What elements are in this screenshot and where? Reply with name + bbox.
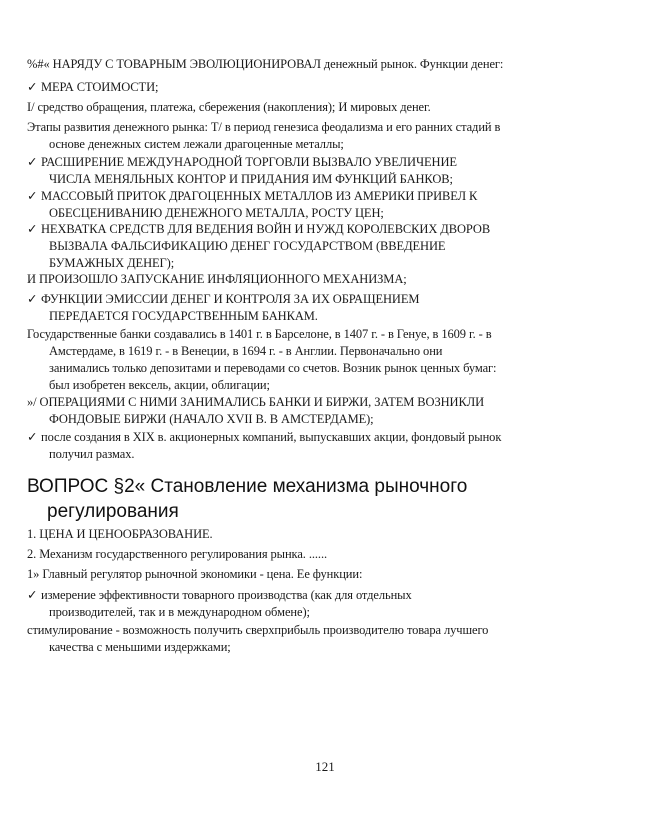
paragraph-line: МЕРА СТОИМОСТИ; xyxy=(41,80,159,94)
paragraph xyxy=(27,429,587,463)
heading-line-1: ВОПРОС §2« Становление механизма рыночного xyxy=(27,476,468,497)
paragraph xyxy=(27,221,587,272)
paragraph xyxy=(27,271,587,288)
paragraph-line: производителей, так и в международном обмене); xyxy=(49,605,310,619)
paragraph-line: Амстердаме, в 1619 г. - в Венеции, в 1694 г. - в Англии. Первоначально они xyxy=(49,344,443,358)
paragraph-line: после создания в XIX в. акционерных компаний, выпускавших акции, фондовый рынок xyxy=(41,430,502,444)
checkmark-icon: ✓ xyxy=(27,430,38,444)
paragraph-line: ВЫЗВАЛА ФАЛЬСИФИКАЦИЮ ДЕНЕГ ГОСУДАРСТВОМ (ВВЕДЕНИЕ xyxy=(49,239,446,253)
question-heading xyxy=(27,474,627,524)
paragraph-line: ОБЕСЦЕНИВАНИЮ ДЕНЕЖНОГО МЕТАЛЛА, РОСТУ ЦЕН; xyxy=(49,206,384,220)
paragraph-line: стимулирование - возможность получить сверхприбыль производителю товара лучшего xyxy=(27,623,489,637)
checkmark-icon: ✓ xyxy=(27,80,38,94)
paragraph-line: И ПРОИЗОШЛО ЗАПУСКАНИЕ ИНФЛЯЦИОННОГО МЕХАНИЗМА; xyxy=(27,272,407,286)
checkmark-icon: ✓ xyxy=(27,189,38,203)
paragraph-line: измерение эффективности товарного производства (как для отдельных xyxy=(41,588,412,602)
paragraph-line: ФОНДОВЫЕ БИРЖИ (НАЧАЛО XVII В. В АМСТЕРДАМЕ); xyxy=(49,412,374,426)
paragraph xyxy=(27,56,587,73)
paragraph xyxy=(27,291,587,325)
paragraph-line: получил размах. xyxy=(49,447,135,461)
page-number: 121 xyxy=(315,759,335,774)
paragraph xyxy=(27,394,587,428)
paragraph-line: ПЕРЕДАЕТСЯ ГОСУДАРСТВЕННЫМ БАНКАМ. xyxy=(49,309,318,323)
paragraph xyxy=(27,566,587,583)
heading-line-2: регулирования xyxy=(47,501,179,522)
paragraph-line: был изобретен вексель, акции, облигации; xyxy=(49,378,270,392)
paragraph-line: 2. Механизм государственного регулирования рынка. ...... xyxy=(27,547,327,561)
paragraph-line: %#« НАРЯДУ С ТОВАРНЫМ ЭВОЛЮЦИОНИРОВАЛ денежный рынок. Функции денег: xyxy=(27,57,504,71)
paragraph xyxy=(27,188,587,222)
paragraph-line: »/ ОПЕРАЦИЯМИ С НИМИ ЗАНИМАЛИСЬ БАНКИ И БИРЖИ, ЗАТЕМ ВОЗНИКЛИ xyxy=(27,395,485,409)
paragraph xyxy=(27,622,587,656)
paragraph-line: ФУНКЦИИ ЭМИССИИ ДЕНЕГ И КОНТРОЛЯ ЗА ИХ ОБРАЩЕНИЕМ xyxy=(41,292,420,306)
checkmark-icon: ✓ xyxy=(27,155,38,169)
checkmark-icon: ✓ xyxy=(27,588,38,602)
paragraph xyxy=(27,326,587,394)
paragraph-line: Государственные банки создавались в 1401 г. в Барселоне, в 1407 г. - в Генуе, в 1609 г. - в xyxy=(27,327,492,341)
paragraph-line: НЕХВАТКА СРЕДСТВ ДЛЯ ВЕДЕНИЯ ВОЙН И НУЖД КОРОЛЕВСКИХ ДВОРОВ xyxy=(41,222,491,236)
paragraph xyxy=(27,546,587,563)
paragraph-line: занимались только депозитами и переводами со счетов. Возник рынок ценных бумаг: xyxy=(49,361,497,375)
checkmark-icon: ✓ xyxy=(27,292,38,306)
paragraph-line: РАСШИРЕНИЕ МЕЖДУНАРОДНОЙ ТОРГОВЛИ ВЫЗВАЛО УВЕЛИЧЕНИЕ xyxy=(41,155,457,169)
paragraph xyxy=(27,119,587,153)
paragraph-line: Этапы развития денежного рынка: Т/ в период генезиса феодализма и его ранних стадий в xyxy=(27,120,501,134)
paragraph-line: МАССОВЫЙ ПРИТОК ДРАГОЦЕННЫХ МЕТАЛЛОВ ИЗ АМЕРИКИ ПРИВЕЛ К xyxy=(41,189,478,203)
paragraph-line: БУМАЖНЫХ ДЕНЕГ); xyxy=(49,256,175,270)
checkmark-icon: ✓ xyxy=(27,222,38,236)
paragraph xyxy=(27,154,587,188)
paragraph-line: основе денежных систем лежали драгоценные металлы; xyxy=(49,137,344,151)
paragraph xyxy=(27,526,587,543)
paragraph-line: 1» Главный регулятор рыночной экономики - цена. Ее функции: xyxy=(27,567,363,581)
paragraph-line: I/ средство обращения, платежа, сбережения (накопления); И мировых денег. xyxy=(27,100,431,114)
paragraph-line: 1. ЦЕНА И ЦЕНООБРАЗОВАНИЕ. xyxy=(27,527,213,541)
paragraph-line: качества с меньшими издержками; xyxy=(49,640,231,654)
paragraph xyxy=(27,79,587,96)
paragraph xyxy=(27,99,587,116)
paragraph-line: ЧИСЛА МЕНЯЛЬНЫХ КОНТОР И ПРИДАНИЯ ИМ ФУНКЦИЙ БАНКОВ; xyxy=(49,172,453,186)
paragraph xyxy=(27,587,587,621)
